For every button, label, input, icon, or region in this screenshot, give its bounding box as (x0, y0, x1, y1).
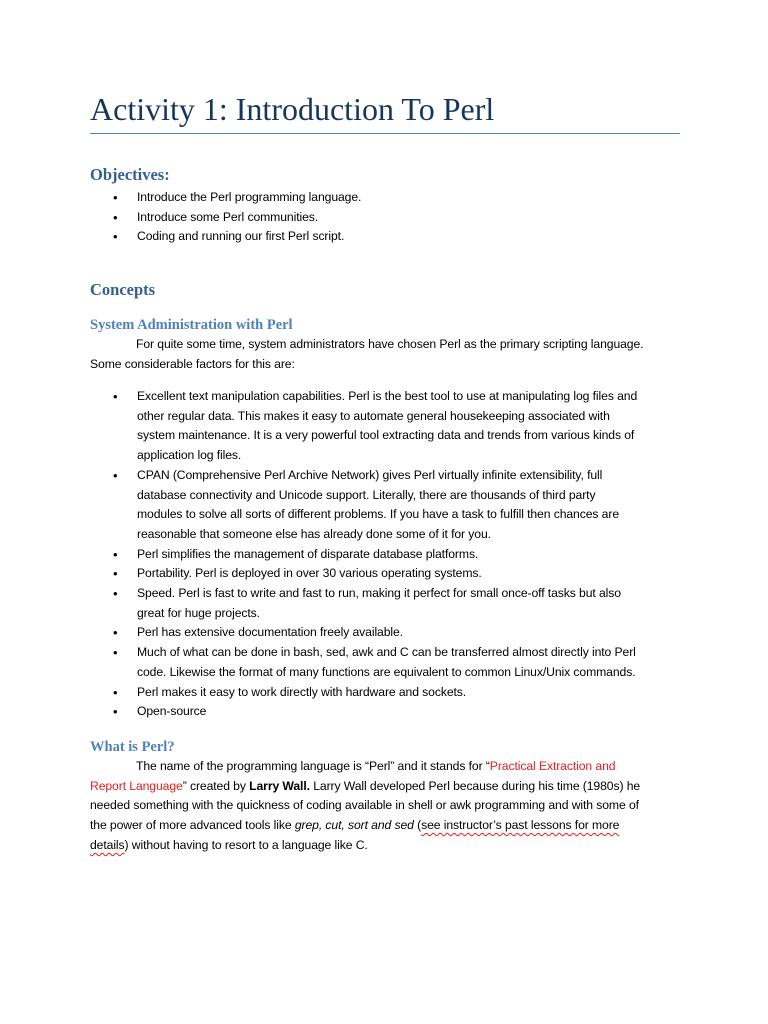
list-item: • Perl makes it easy to work directly with hardware and sockets. (0, 683, 672, 703)
list-item: • Perl simplifies the management of disparate database platforms. (0, 545, 672, 565)
acronym-expansion: Report Language (90, 778, 183, 793)
tool-names: grep, cut, sort and sed (294, 818, 414, 833)
list-item: • CPAN (Comprehensive Perl Archive Network) gives Perl virtually infinite extensibility, full database connectivity and Unicode support. Literally, there are thousands of third party modules to solve all sorts of different problems. If you have a task to fulfill then chances are reasonable that someone else has already done some of it for you. (0, 466, 672, 545)
list-item: • Introduce the Perl programming language. (0, 188, 672, 208)
list-item: • Introduce some Perl communities. (0, 208, 672, 228)
what-is-perl-heading: What is Perl? (90, 739, 175, 755)
author-name: Larry Wall. (249, 778, 310, 793)
sysadmin-intro: For quite some time, system administrators have chosen Perl as the primary scripting language. Some considerable factors for this are: (90, 337, 644, 371)
what-is-perl-paragraph: The name of the programming language is “Perl” and it stands for “Practical Extraction and Report Language” created by Larry Wall. Larry Wall developed Perl because during his time (1980s) he needed something with the quickness of coding available in shell or awk programming and with some of the power of more advanced tools like grep, cut, sort and sed (see instructor’s past lessons for more details) without having to resort to a language like C. (90, 759, 641, 852)
sysadmin-heading: System Administration with Perl (90, 317, 293, 333)
objectives-heading: Objectives: (90, 165, 170, 184)
sysadmin-factors-list (0, 387, 768, 722)
instructor-lessons-note: see instructor’s past lessons for more (421, 818, 620, 833)
list-item: • Portability. Perl is deployed in over 30 various operating systems. (0, 564, 672, 584)
objectives-list (0, 188, 768, 247)
list-item: • Coding and running our first Perl script. (0, 227, 672, 247)
page-title: Activity 1: Introduction To Perl (90, 91, 495, 127)
list-item: • Perl has extensive documentation freely available. (0, 623, 672, 643)
list-item: • Excellent text manipulation capabilities. Perl is the best tool to use at manipulating log files and other regular data. This makes it easy to automate general housekeeping associated with system maintenance. It is a very powerful tool extracting data and trends from various kinds of application log files. (0, 387, 672, 466)
list-item: • Speed. Perl is fast to write and fast to run, making it perfect for small once-off tasks but also great for huge projects. (0, 584, 672, 623)
title-underline (90, 133, 680, 134)
acronym-expansion: Practical Extraction and (489, 759, 616, 773)
concepts-heading: Concepts (90, 280, 156, 299)
list-item: • Open-source (0, 702, 672, 722)
list-item: • Much of what can be done in bash, sed, awk and C can be transferred almost directly into Perl code. Likewise the format of many functions are equivalent to common Linux/Unix commands. (0, 643, 672, 682)
instructor-lessons-note: details (90, 837, 125, 852)
